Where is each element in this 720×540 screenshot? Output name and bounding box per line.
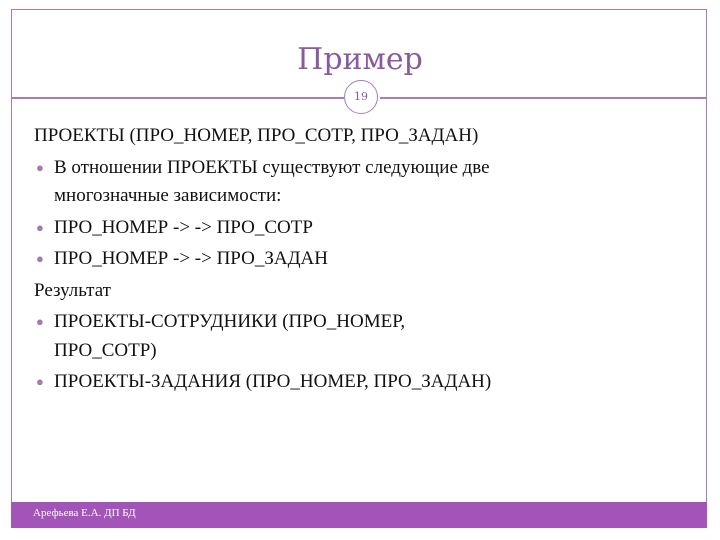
bullet-icon: ● xyxy=(36,159,44,175)
bullet-text: ПРО_НОМЕР -> -> ПРО_СОТР xyxy=(54,216,313,238)
bullet-icon: ● xyxy=(36,251,44,266)
bullet-text: ПРОЕКТЫ-СОТРУДНИКИ (ПРО_НОМЕР, xyxy=(54,311,406,332)
bullet-item xyxy=(34,306,694,338)
bullet-text: В отношении ПРОЕКТЫ существуют следующие две xyxy=(54,156,490,178)
bullet-icon: ● xyxy=(36,314,44,329)
footer-author: Арефьева Е.А. ДП БД xyxy=(33,507,136,519)
slide-body xyxy=(34,120,694,398)
bullet-continuation: многозначные зависимости: xyxy=(54,185,282,206)
bullet-item xyxy=(34,212,694,244)
body-line: ПРОЕКТЫ (ПРО_НОМЕР, ПРО_СОТР, ПРО_ЗАДАН) xyxy=(34,125,479,146)
bullet-item xyxy=(34,152,694,184)
bullet-icon: ● xyxy=(36,374,44,389)
bullet-item xyxy=(34,366,694,398)
bullet-text: ПРОЕКТЫ-ЗАДАНИЯ (ПРО_НОМЕР, ПРО_ЗАДАН) xyxy=(54,371,492,392)
bullet-text: ПРО_НОМЕР -> -> ПРО_ЗАДАН xyxy=(54,248,328,269)
title-divider-left xyxy=(11,97,344,99)
bullet-icon: ● xyxy=(36,219,44,235)
slide-title: Пример xyxy=(297,42,423,77)
bullet-item xyxy=(34,243,694,275)
body-line: Результат xyxy=(34,279,111,301)
bullet-continuation: ПРО_СОТР) xyxy=(54,339,157,361)
title-divider-right xyxy=(380,97,707,99)
footer-bar xyxy=(11,502,707,528)
page-number-badge: 19 xyxy=(344,80,378,114)
